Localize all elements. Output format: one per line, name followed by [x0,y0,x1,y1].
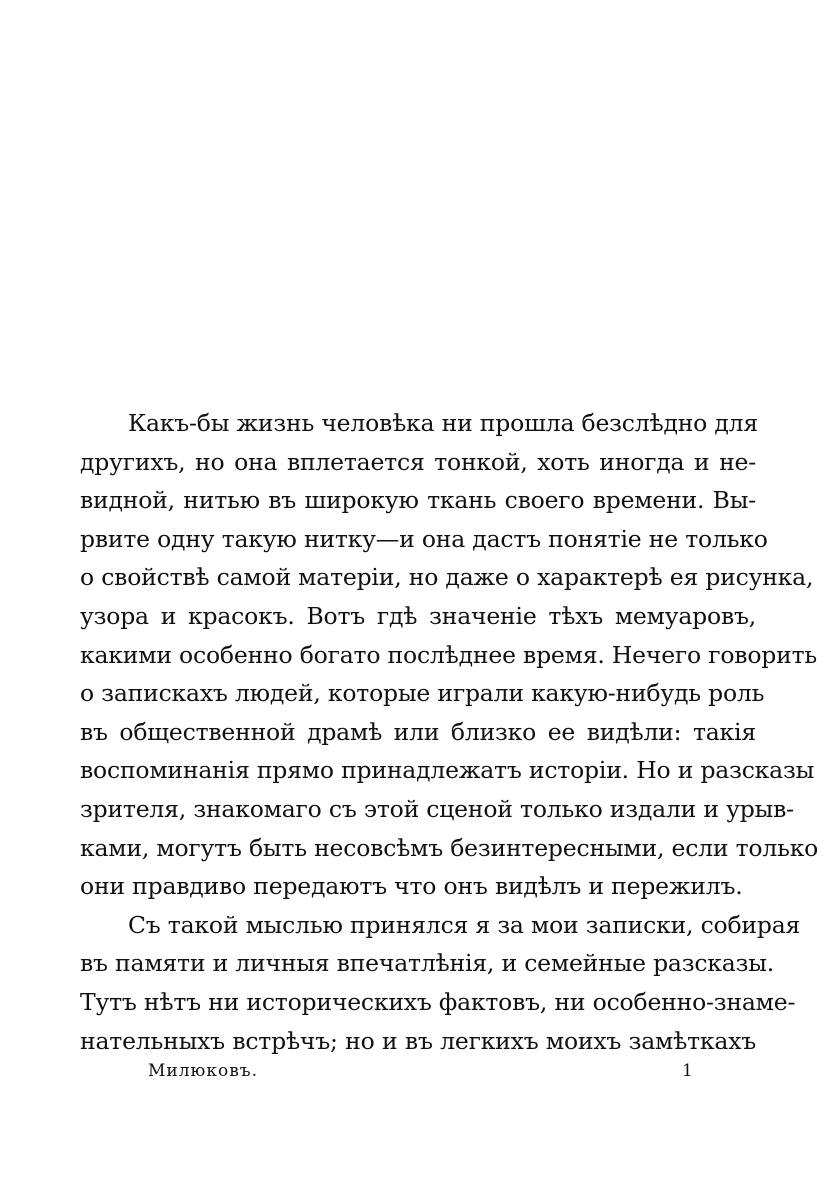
text-line: Съ такой мыслью принялся я за мои записки, собирая [128,910,801,939]
text-line: Какъ-бы жизнь человѣка ни прошла безслѣдно для [128,409,759,437]
text-line: они правдиво передаютъ что онъ видѣлъ и пережилъ. [80,872,743,901]
text-line: въ памяти и личныя впечатлѣнія, и семейные разсказы. [80,949,774,978]
text-line: о запискахъ людей, которые играли какую-нибудь роль [80,679,765,708]
text-line: Тутъ нѣтъ ни историческихъ фактовъ, ни особенно-знаме- [80,987,796,1016]
text-line: узора и красокъ. Вотъ гдѣ значеніе тѣхъ мемуаровъ, [80,601,756,630]
text-line: о свойствѣ самой матеріи, но даже о характерѣ ея рисунка, [80,563,814,592]
text-line: видной, нитью въ широкую ткань своего времени. Вы- [80,486,756,515]
text-line: другихъ, но она вплетается тонкой, хоть иногда и не- [80,447,756,476]
text-line: какими особенно богато послѣднее время. Нечего говорить [80,640,817,669]
page-footer [0,1056,840,1086]
page-number: 1 [682,1061,693,1081]
author-signature: Милюковъ. [148,1061,258,1081]
text-line: ками, могутъ быть несовсѣмъ безинтересными, если только [80,833,819,862]
text-line: зрителя, знакомаго съ этой сценой только издали и урыв- [80,794,794,823]
text-line: воспоминанія прямо принадлежатъ исторіи. Но и разсказы [80,756,815,785]
paragraph-2 [80,906,801,1060]
text-line: нательныхъ встрѣчъ; но и въ легкихъ моихъ замѣткахъ [80,1026,756,1055]
text-line: рвите одну такую нитку—и она дастъ понятіе не только [80,524,768,553]
body-text [80,404,819,1060]
text-line: въ общественной драмѣ или близко ее видѣли: такія [80,717,756,746]
paragraph-1 [80,404,819,906]
